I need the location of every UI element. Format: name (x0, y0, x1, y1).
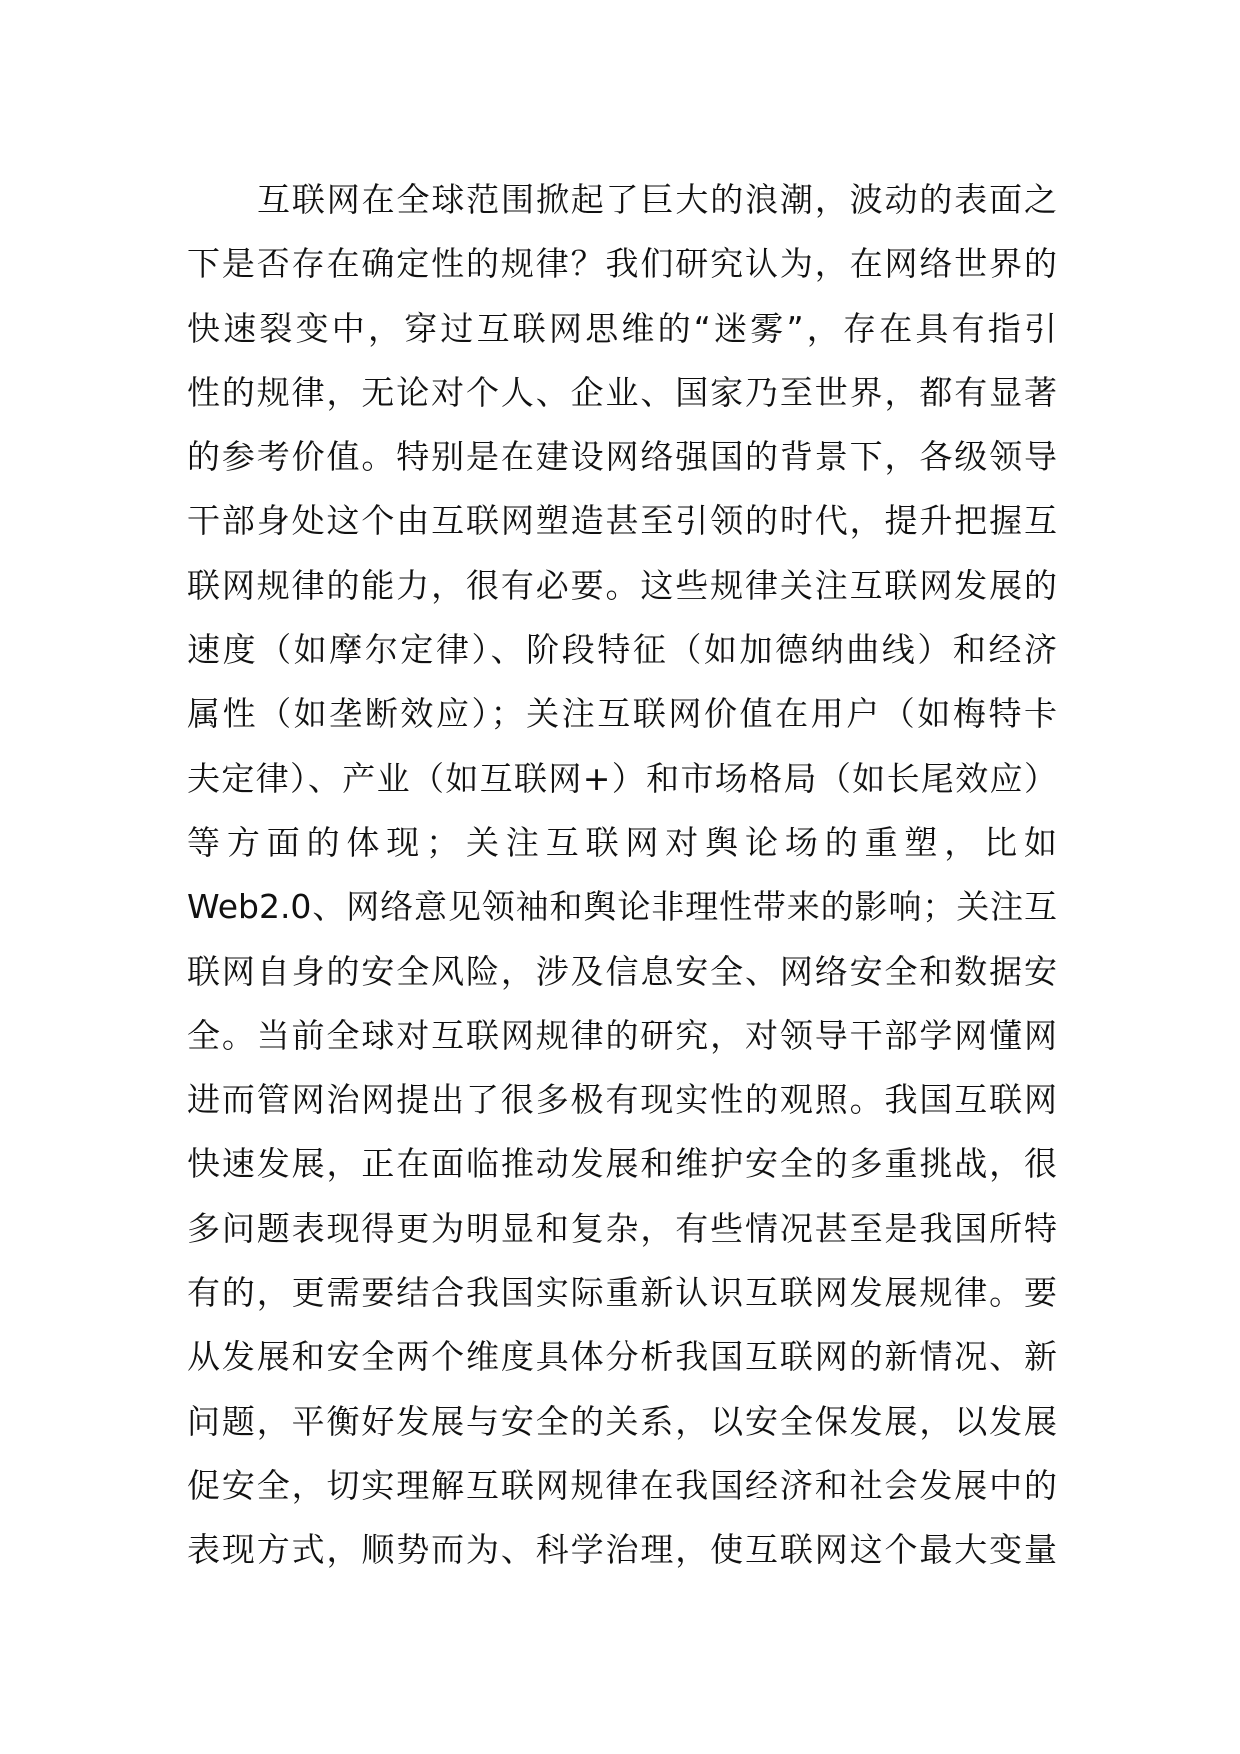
paragraph-line: 的参考价值。特别是在建设网络强国的背景下，各级领导 (187, 437, 1057, 477)
paragraph-line: 夫定律）、产业（如互联网+）和市场格局（如长尾效应） (187, 758, 1057, 798)
paragraph-line: 促安全，切实理解互联网规律在我国经济和社会发展中的 (187, 1465, 1057, 1505)
paragraph-line: 属性（如垄断效应）；关注互联网价值在用户（如梅特卡 (187, 694, 1057, 734)
paragraph-line: 快速裂变中，穿过互联网思维的“迷雾”，存在具有指引 (187, 308, 1057, 348)
paragraph-line: 多问题表现得更为明显和复杂，有些情况甚至是我国所特 (187, 1208, 1057, 1248)
paragraph-line: 等方面的体现；关注互联网对舆论场的重塑，比如 (187, 822, 1057, 862)
paragraph-line: 互联网在全球范围掀起了巨大的浪潮，波动的表面之 (257, 180, 1057, 219)
paragraph-line: 联网规律的能力，很有必要。这些规律关注互联网发展的 (187, 565, 1057, 605)
paragraph-line: 速度（如摩尔定律）、阶段特征（如加德纳曲线）和经济 (187, 630, 1057, 670)
paragraph-line: 进而管网治网提出了很多极有现实性的观照。我国互联网 (187, 1080, 1057, 1120)
paragraph-line: 下是否存在确定性的规律？我们研究认为，在网络世界的 (187, 244, 1057, 284)
paragraph-line: 联网自身的安全风险，涉及信息安全、网络安全和数据安 (187, 951, 1057, 991)
paragraph-line: 性的规律，无论对个人、企业、国家乃至世界，都有显著 (187, 372, 1057, 412)
paragraph-line: 快速发展，正在面临推动发展和维护安全的多重挑战，很 (187, 1144, 1057, 1184)
paragraph-line: 有的，更需要结合我国实际重新认识互联网发展规律。要 (187, 1273, 1057, 1313)
paragraph-line: 从发展和安全两个维度具体分析我国互联网的新情况、新 (187, 1337, 1057, 1377)
paragraph-line: 干部身处这个由互联网塑造甚至引领的时代，提升把握互 (187, 501, 1057, 541)
paragraph-line: 表现方式，顺势而为、科学治理，使互联网这个最大变量 (187, 1530, 1057, 1570)
paragraph-line: 问题，平衡好发展与安全的关系，以安全保发展，以发展 (187, 1401, 1057, 1441)
paragraph-line: 全。当前全球对互联网规律的研究，对领导干部学网懂网 (187, 1015, 1057, 1055)
paragraph-line: Web2.0、网络意见领袖和舆论非理性带来的影响；关注互 (187, 887, 1057, 927)
body-paragraph (187, 168, 1057, 1583)
